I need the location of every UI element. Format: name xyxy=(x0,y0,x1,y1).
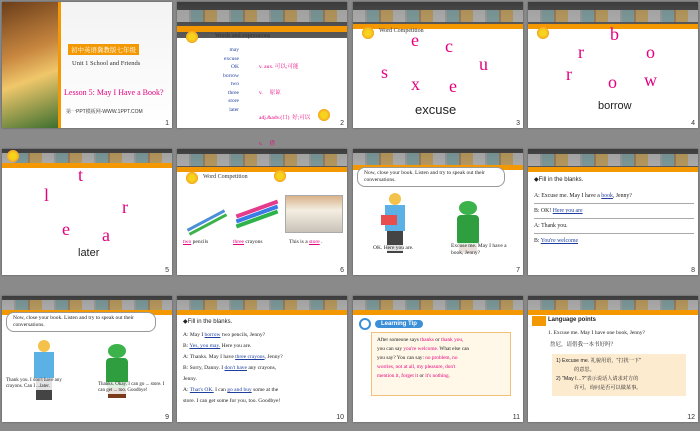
flower-icon xyxy=(361,26,375,40)
slide-number: 10 xyxy=(336,414,344,421)
girl-figure xyxy=(32,340,56,400)
slide-number: 12 xyxy=(687,414,695,421)
learning-tip-badge: Learning Tip xyxy=(375,320,423,328)
slide-thumbnail-9[interactable] xyxy=(2,296,172,422)
slide-title: Word Competition xyxy=(379,28,424,34)
flower-icon xyxy=(536,26,550,40)
slide-thumbnail-2[interactable] xyxy=(177,2,347,147)
pencils-photo xyxy=(2,2,60,128)
word-list: may excuse OK borrow two three store later xyxy=(223,47,239,113)
crayons-image xyxy=(229,193,279,229)
slide-number: 5 xyxy=(165,267,169,274)
magnifier-icon xyxy=(359,318,371,330)
instruction-bubble: Now, close your book. Listen and try to speak out their conversations. xyxy=(357,167,505,187)
school-label: 初中英语冀教版七年级 xyxy=(68,44,139,55)
unit-label: Unit 1 School and Friends xyxy=(72,60,141,67)
slide-thumbnail-6[interactable]: Word Competition two pencils three crayons This is a store . 6 xyxy=(177,149,347,275)
slide-number: 1 xyxy=(165,120,169,127)
slide-title: ◆Fill in the blanks. xyxy=(183,319,233,325)
store-photo xyxy=(285,195,343,233)
answer-word: later xyxy=(78,247,100,259)
slide-title: Words and expressions xyxy=(215,33,271,39)
note-box: 1) Excuse me. 礼貌用语，"打扰一下" 的意思。 2) "May I…?"表示说话人请求对方的 许可。询问是否可以做某事。 xyxy=(552,354,686,396)
slide-thumbnail-11[interactable] xyxy=(353,296,523,422)
speech-text-2: Excuse me. May I have a book, Jenny? xyxy=(451,243,515,257)
slide-number: 11 xyxy=(512,414,520,421)
speech-text-1: Thank you. I don't have any crayons. Can I ...later. xyxy=(6,378,62,389)
slide-thumbnail-4[interactable]: b r o r o w borrow 4 xyxy=(528,2,698,128)
slide-thumbnail-10[interactable]: ◆Fill in the blanks. A: May I borrow two pencils, Jenny? B: Yes, you may. Here you are. A: Thanks. May I have three crayons, Jenny? B: Sorry, Danny. I don't have any crayons, Jenny. A: That's OK. I can go and buy some at the store. I can get some for you, too. Goodbye! 10 xyxy=(177,296,347,422)
speech-text-2: Thanks. Okay. I can go ... store. I can get ... too. Goodbye! xyxy=(98,382,168,394)
flower-icon xyxy=(6,149,20,163)
slide-number: 9 xyxy=(165,414,169,421)
instruction-bubble: Now, close your book. Listen and try to speak out their conversations. xyxy=(6,312,156,332)
slide-title: Word Competition xyxy=(203,174,248,180)
speech-text-1: OK. Here you are. xyxy=(373,245,414,251)
slide-number: 8 xyxy=(691,267,695,274)
slide-number: 7 xyxy=(516,267,520,274)
slide-number: 4 xyxy=(691,120,695,127)
site-label: 第一PPT模板网-WWW.1PPT.COM xyxy=(66,109,143,115)
slide-number: 6 xyxy=(340,267,344,274)
slide-title: ◆Fill in the blanks. xyxy=(534,177,584,183)
answer-word: borrow xyxy=(598,100,632,112)
slide-number: 2 xyxy=(340,120,344,127)
definition-list: v. aux. 可以;可能 v. 原谅 adj.&adv.(口) 好;可以 v. 借 xyxy=(259,64,311,147)
slide-thumbnail-1[interactable] xyxy=(2,2,172,128)
flower-icon xyxy=(317,108,331,122)
lesson-title: Lesson 5: May I Have a Book? xyxy=(64,88,164,97)
slide-thumbnail-3[interactable]: Word Competition e c u s x e excuse 3 xyxy=(353,2,523,128)
flower-icon xyxy=(185,171,199,185)
tip-box: After someone says thanks or thank you, you can say you're welcome. What else can you say? You can say: no problem, no worries, not at all, my pleasure, don't mention it, forget it or it's nothing. xyxy=(371,332,511,396)
book-icon xyxy=(381,215,397,225)
slide-thumbnail-5[interactable]: t l r e a later 5 xyxy=(2,149,172,275)
slide-title: Language points xyxy=(548,317,596,323)
slide-thumbnail-8[interactable]: ◆Fill in the blanks. A: Excuse me. May I have a book, Jenny? B: OK! Here you are A: Thank you. B: You're welcome 8 xyxy=(528,149,698,275)
flower-icon xyxy=(185,30,199,44)
pencils-image xyxy=(185,199,223,229)
slide-thumbnail-7[interactable] xyxy=(353,149,523,275)
flower-icon xyxy=(273,169,287,183)
answer-word: excuse xyxy=(415,102,457,117)
slide-number: 3 xyxy=(516,120,520,127)
slide-thumbnail-12[interactable]: Language points 1. Excuse me. May I have one book, Jenny? 詹尼，请借我一本书好吗？ 1) Excuse me. 礼貌用语，"打扰一下" 的意思。 2) "May I…?"表示说话人请求对方的 许可。询问是否可以做某事。 12 xyxy=(528,296,698,422)
